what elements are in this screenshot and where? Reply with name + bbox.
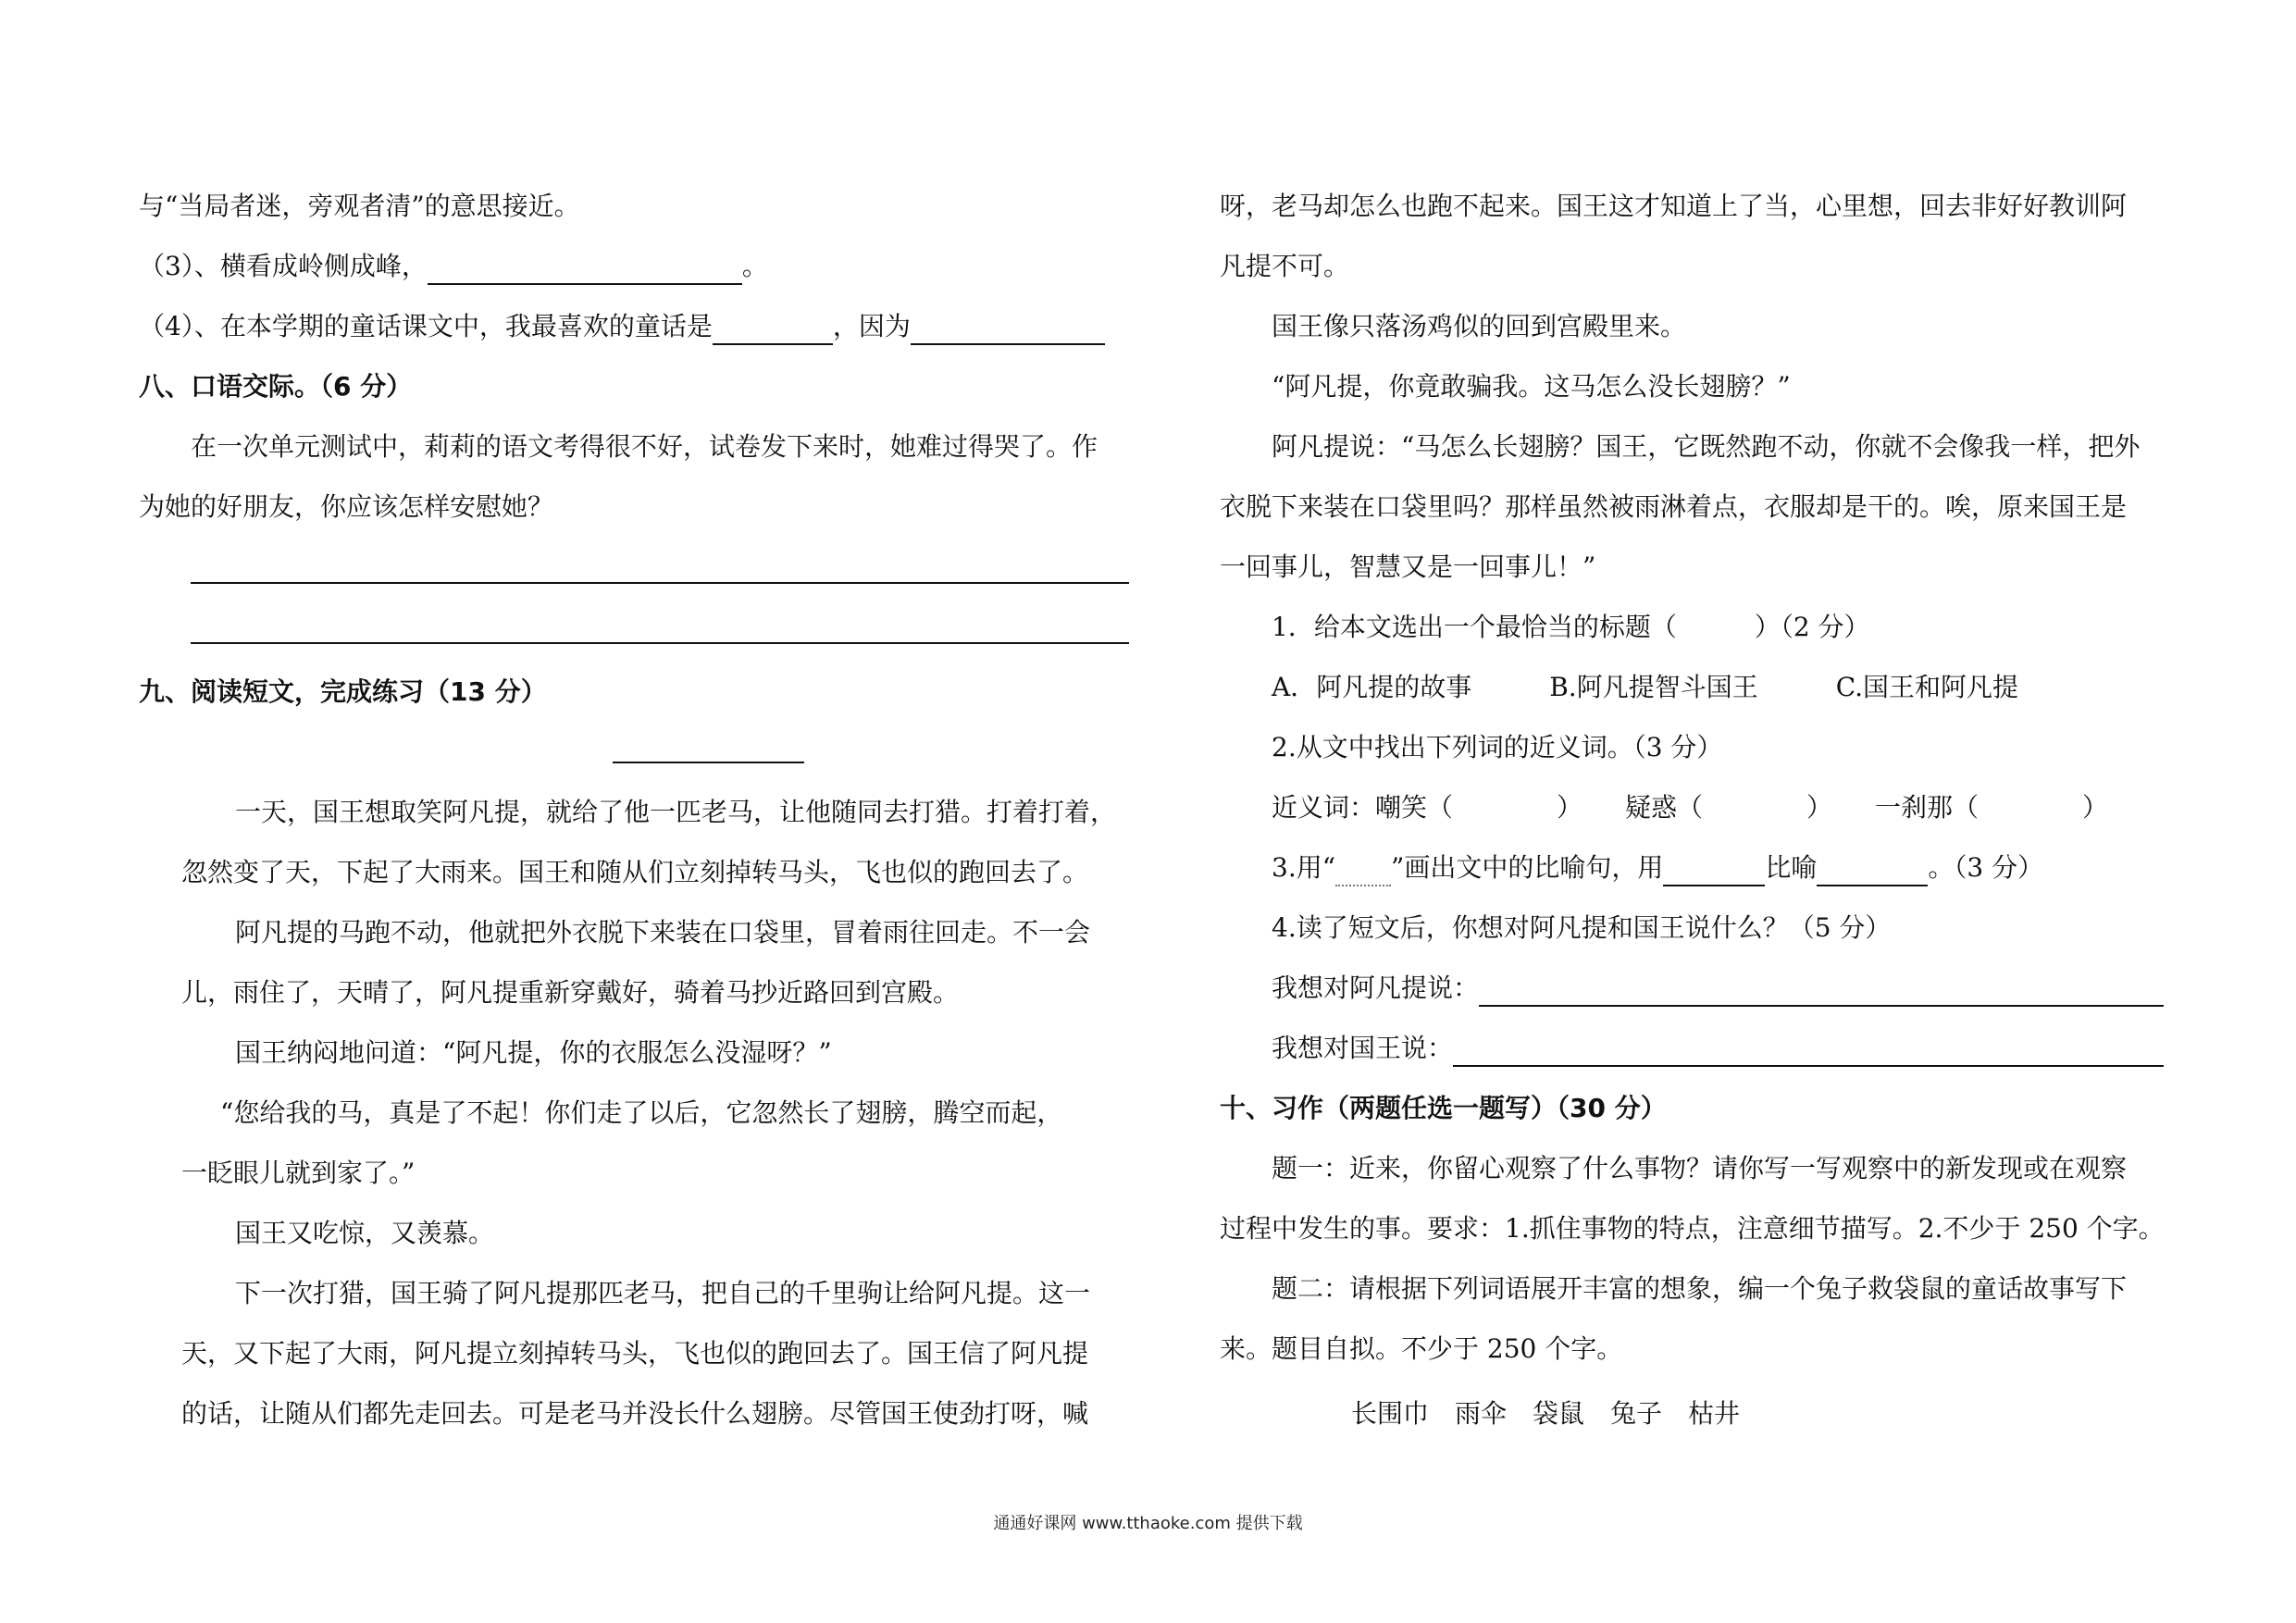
question-2: 2.从文中找出下列词的近义词。（3 分）	[1272, 732, 1723, 762]
answer-label: 我想对国王说：	[1272, 1033, 1454, 1063]
story-line: 天，又下起了大雨，阿凡提立刻掉转马头，飞也似的跑回去了。国王信了阿凡提	[181, 1338, 1089, 1369]
story-line: “阿凡提，你竟敢骗我。这马怎么没长翅膀？”	[1272, 371, 1791, 402]
word-list	[1351, 1395, 1740, 1432]
question-4: 4.读了短文后，你想对阿凡提和国王说什么？（5 分）	[1272, 912, 1892, 943]
question-text: （3）、横看成岭侧成峰，	[139, 251, 428, 281]
question-text: 3.用“	[1272, 852, 1336, 883]
story-line: 凡提不可。	[1220, 251, 1350, 281]
text-line: 与“当局者迷，旁观者清”的意思接近。	[139, 191, 580, 221]
writing-prompt-line: 题一：近来，你留心观察了什么事物？请你写一写观察中的新发现或在观察	[1272, 1153, 2128, 1183]
section-10-heading: 十、习作（两题任选一题写）（30 分）	[1220, 1093, 1667, 1123]
question-7-3	[139, 248, 768, 285]
story-line: 国王又吃惊，又羡慕。	[235, 1218, 495, 1248]
text-line: 为她的好朋友，你应该怎样安慰她？	[139, 491, 554, 522]
synonym-row	[1272, 789, 2108, 826]
word-item: 兔子	[1610, 1398, 1663, 1429]
synonym-label: 近义词：	[1272, 792, 1376, 823]
answer-row-afanti	[1272, 970, 2164, 1007]
story-line: 国王纳闷地问道：“阿凡提，你的衣服怎么没湿呀？”	[235, 1037, 832, 1068]
story-line: 呀，老马却怎么也跑不起来。国王这才知道上了当，心里想，回去非好好教训阿	[1220, 191, 2128, 221]
writing-prompt-line: 题二：请根据下列词语展开丰富的想象，编一个兔子救袋鼠的童话故事写下	[1272, 1273, 2128, 1304]
answer-label: 我想对阿凡提说：	[1272, 973, 1480, 1003]
story-line: 一眨眼儿就到家了。”	[181, 1158, 416, 1188]
word-item: 雨伞	[1455, 1398, 1508, 1429]
wavy-line-sample	[1335, 857, 1391, 886]
answer-blank[interactable]	[1663, 857, 1765, 886]
answer-blank[interactable]	[428, 255, 742, 285]
story-line: 一天，国王想取笑阿凡提，就给了他一匹老马，让他随同去打猎。打着打着，	[235, 797, 1117, 827]
option-c[interactable]: C.国王和阿凡提	[1835, 672, 2019, 702]
section-8-heading: 八、口语交际。（6 分）	[139, 371, 413, 402]
option-b[interactable]: B.阿凡提智斗国王	[1549, 672, 1758, 702]
story-line: 衣脱下来装在口袋里吗？那样虽然被雨淋着点，衣服却是干的。唉，原来国王是	[1220, 491, 2128, 522]
story-line: 儿，雨住了，天晴了，阿凡提重新穿戴好，骑着马抄近路回到宫殿。	[181, 977, 960, 1008]
answer-line[interactable]	[191, 582, 1129, 584]
question-text: 。（3 分）	[1928, 852, 2044, 883]
question-text: （4）、在本学期的童话课文中，我最喜欢的童话是	[139, 311, 713, 341]
title-blank[interactable]	[613, 762, 804, 763]
writing-prompt-line: 过程中发生的事。要求：1.抓住事物的特点，注意细节描写。2.不少于 250 个字。	[1220, 1213, 2165, 1244]
section-9-heading: 九、阅读短文，完成练习（13 分）	[139, 676, 547, 707]
synonym-item[interactable]: 嘲笑（ ）	[1375, 792, 1583, 823]
word-item: 袋鼠	[1533, 1398, 1585, 1429]
footer-credit: 通通好课网 www.tthaoke.com 提供下载	[993, 1514, 1303, 1533]
question-1-options	[1272, 669, 2018, 706]
option-a[interactable]: A．阿凡提的故事	[1272, 672, 1472, 702]
question-text: ，因为	[832, 311, 911, 341]
story-line: 阿凡提说：“马怎么长翅膀？国王，它既然跑不动，你就不会像我一样，把外	[1272, 431, 2141, 462]
question-text: ”画出文中的比喻句，用	[1391, 852, 1664, 883]
writing-prompt-line: 来。题目自拟。不少于 250 个字。	[1220, 1333, 1623, 1364]
question-1: 1．给本文选出一个最恰当的标题（ ）（2 分）	[1272, 612, 1870, 642]
question-text: 。	[741, 251, 768, 281]
answer-line[interactable]	[191, 642, 1129, 644]
text-line: 在一次单元测试中，莉莉的语文考得很不好，试卷发下来时，她难过得哭了。作	[191, 431, 1098, 462]
question-text: 比喻	[1765, 852, 1818, 883]
question-3	[1272, 849, 2043, 886]
answer-row-king	[1272, 1030, 2164, 1067]
story-line: 忽然变了天，下起了大雨来。国王和随从们立刻掉转马头，飞也似的跑回去了。	[181, 857, 1089, 887]
answer-line[interactable]	[1479, 977, 2164, 1007]
answer-line[interactable]	[1453, 1037, 2164, 1067]
synonym-item[interactable]: 疑惑（ ）	[1625, 792, 1833, 823]
word-item: 枯井	[1688, 1398, 1741, 1429]
story-line: “您给我的马，真是了不起！你们走了以后，它忽然长了翅膀，腾空而起，	[220, 1097, 1063, 1128]
story-line: 下一次打猎，国王骑了阿凡提那匹老马，把自己的千里驹让给阿凡提。这一	[235, 1278, 1091, 1308]
answer-blank[interactable]	[911, 316, 1105, 345]
story-line: 一回事儿，智慧又是一回事儿！”	[1220, 551, 1596, 582]
story-line: 的话，让随从们都先走回去。可是老马并没长什么翅膀。尽管国王使劲打呀，喊	[181, 1398, 1089, 1429]
question-7-4	[139, 308, 1105, 345]
answer-blank[interactable]	[1817, 857, 1928, 886]
word-item: 长围巾	[1351, 1398, 1430, 1429]
synonym-item[interactable]: 一刹那（ ）	[1875, 792, 2109, 823]
answer-blank[interactable]	[713, 316, 833, 345]
story-line: 国王像只落汤鸡似的回到宫殿里来。	[1272, 311, 1687, 341]
story-line: 阿凡提的马跑不动，他就把外衣脱下来装在口袋里，冒着雨往回走。不一会	[235, 917, 1091, 948]
